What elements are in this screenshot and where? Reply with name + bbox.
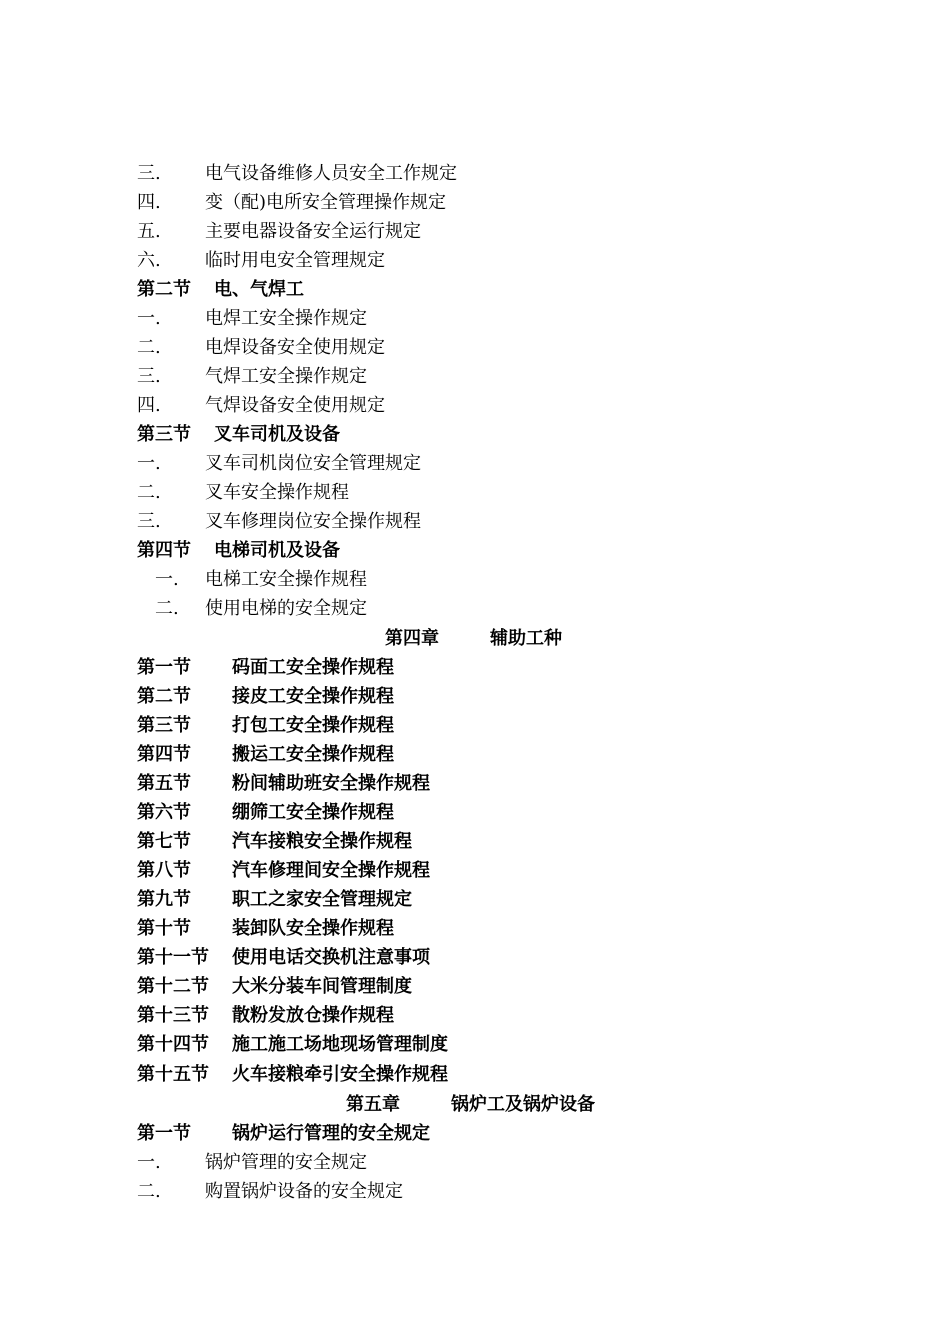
entry-title: 叉车司机岗位安全管理规定: [205, 453, 421, 474]
section-title: 接皮工安全操作规程: [232, 686, 394, 707]
entry-title: 叉车安全操作规程: [205, 482, 349, 503]
section-title: 绷筛工安全操作规程: [232, 802, 394, 823]
section-title: 打包工安全操作规程: [232, 715, 394, 736]
entry-number: 五.: [137, 221, 161, 242]
chapter-title: 锅炉工及锅炉设备: [451, 1094, 595, 1115]
section-number: 第十节: [137, 918, 191, 939]
entry-title: 使用电梯的安全规定: [205, 598, 367, 619]
section-number: 第二节: [137, 279, 191, 300]
entry-number: 二.: [137, 482, 161, 503]
entry-number: 一.: [137, 308, 161, 329]
entry-title: 叉车修理岗位安全操作规程: [205, 511, 421, 532]
section-number: 第九节: [137, 889, 191, 910]
section-number: 第十五节: [137, 1064, 209, 1085]
entry-number: 四.: [137, 192, 161, 213]
chapter-title: 辅助工种: [490, 628, 562, 649]
section-number: 第四节: [137, 540, 191, 561]
section-title: 锅炉运行管理的安全规定: [232, 1123, 430, 1144]
entry-number: 三.: [137, 163, 161, 184]
section-number: 第十二节: [137, 976, 209, 997]
section-title: 使用电话交换机注意事项: [232, 947, 430, 968]
section-number: 第三节: [137, 424, 191, 445]
section-title: 大米分装车间管理制度: [232, 976, 412, 997]
chapter-heading: [385, 624, 562, 653]
section-number: 第一节: [137, 657, 191, 678]
chapter-heading: [346, 1090, 595, 1119]
section-title: 搬运工安全操作规程: [232, 744, 394, 765]
section-number: 第八节: [137, 860, 191, 881]
section-title: 码面工安全操作规程: [232, 657, 394, 678]
entry-number: 二.: [137, 337, 161, 358]
section-title: 电、气焊工: [214, 279, 304, 300]
section-number: 第十一节: [137, 947, 209, 968]
section-number: 第五节: [137, 773, 191, 794]
entry-number: 四.: [137, 395, 161, 416]
entry-title: 锅炉管理的安全规定: [205, 1152, 367, 1173]
entry-number: 二.: [137, 1181, 161, 1202]
entry-number: 三.: [137, 511, 161, 532]
section-title: 散粉发放仓操作规程: [232, 1005, 394, 1026]
chapter-number: 第五章: [346, 1094, 400, 1115]
entry-number: 二.: [155, 598, 179, 619]
section-number: 第六节: [137, 802, 191, 823]
section-title: 职工之家安全管理规定: [232, 889, 412, 910]
section-title: 施工施工场地现场管理制度: [232, 1034, 448, 1055]
entry-title: 临时用电安全管理规定: [205, 250, 385, 271]
entry-number: 六.: [137, 250, 161, 271]
entry-number: 三.: [137, 366, 161, 387]
entry-number: 一.: [137, 1152, 161, 1173]
section-number: 第十三节: [137, 1005, 209, 1026]
entry-title: 气焊工安全操作规定: [205, 366, 367, 387]
entry-number: 一.: [137, 453, 161, 474]
section-title: 汽车接粮安全操作规程: [232, 831, 412, 852]
entry-title: 电焊工安全操作规定: [205, 308, 367, 329]
section-title: 电梯司机及设备: [214, 540, 340, 561]
entry-title: 购置锅炉设备的安全规定: [205, 1181, 403, 1202]
entry-title: 气焊设备安全使用规定: [205, 395, 385, 416]
section-number: 第七节: [137, 831, 191, 852]
entry-number: 一.: [155, 569, 179, 590]
entry-title: 电焊设备安全使用规定: [205, 337, 385, 358]
section-number: 第一节: [137, 1123, 191, 1144]
chapter-number: 第四章: [385, 628, 439, 649]
section-title: 火车接粮牵引安全操作规程: [232, 1064, 448, 1085]
section-number: 第十四节: [137, 1034, 209, 1055]
section-number: 第三节: [137, 715, 191, 736]
section-title: 汽车修理间安全操作规程: [232, 860, 430, 881]
section-title: 叉车司机及设备: [214, 424, 340, 445]
entry-title: 变（配)电所安全管理操作规定: [205, 192, 447, 213]
section-title: 装卸队安全操作规程: [232, 918, 394, 939]
section-title: 粉间辅助班安全操作规程: [232, 773, 430, 794]
entry-title: 主要电器设备安全运行规定: [205, 221, 421, 242]
entry-title: 电气设备维修人员安全工作规定: [205, 163, 457, 184]
entry-title: 电梯工安全操作规程: [205, 569, 367, 590]
section-number: 第二节: [137, 686, 191, 707]
section-number: 第四节: [137, 744, 191, 765]
